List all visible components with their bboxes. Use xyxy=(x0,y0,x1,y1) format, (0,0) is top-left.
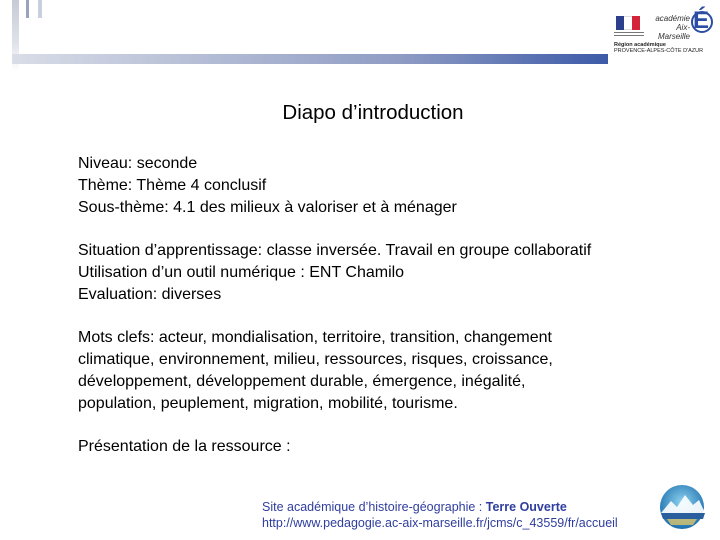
government-mark-icon xyxy=(614,32,644,38)
keywords-line-3: développement, développement durable, émergence, inégalité, xyxy=(78,373,526,390)
presentation-block xyxy=(78,436,708,458)
decorative-header-bar xyxy=(12,54,608,64)
outil-line: Utilisation d’un outil numérique : ENT Chamilo xyxy=(78,264,405,281)
slide-body xyxy=(78,153,708,458)
logo-region-text xyxy=(614,42,714,54)
keywords-line-4: population, peuplement, migration, mobilité, tourisme. xyxy=(78,395,458,412)
slide-title xyxy=(0,99,720,127)
theme-line: Thème: Thème 4 conclusif xyxy=(78,177,267,194)
footer xyxy=(262,499,618,531)
decorative-vertical-bar-3 xyxy=(38,0,42,18)
slide-title-text: Diapo d’introduction xyxy=(282,101,464,124)
keywords-block xyxy=(78,327,708,415)
niveau-line: Niveau: seconde xyxy=(78,155,198,172)
evaluation-line: Evaluation: diverses xyxy=(78,286,222,303)
keywords-line-2: climatique, environnement, milieu, ressources, risques, croissance, xyxy=(78,351,553,368)
situation-line: Situation d’apprentissage: classe inversée. Travail en groupe collaboratif xyxy=(78,242,592,259)
sous-theme-line: Sous-thème: 4.1 des milieux à valoriser et à ménager xyxy=(78,199,457,216)
footer-site-name[interactable]: Terre Ouverte xyxy=(485,500,567,514)
logo-region-line1: Région académique xyxy=(614,42,666,48)
terre-ouverte-logo-icon xyxy=(653,483,711,531)
keywords-line-1: Mots clefs: acteur, mondialisation, territoire, transition, changement xyxy=(78,329,552,346)
footer-url[interactable]: http://www.pedagogie.ac-aix-marseille.fr/jcms/c_43559/fr/accueil xyxy=(262,516,618,530)
footer-site-prefix: Site académique d’histoire-géographie : xyxy=(262,500,486,514)
logo-letter: É xyxy=(692,7,709,34)
presentation-line: Présentation de la ressource : xyxy=(78,438,291,455)
info-block xyxy=(78,153,708,219)
logo-region-line2: PROVENCE-ALPES-CÔTE D'AZUR xyxy=(614,48,704,54)
footer-site-line xyxy=(262,499,618,515)
logo-academie-text: académie Aix-Marseille xyxy=(655,14,690,41)
decorative-vertical-bar-2 xyxy=(26,0,29,18)
situation-block xyxy=(78,240,708,306)
academie-logo xyxy=(612,8,712,54)
french-flag-icon xyxy=(616,16,640,30)
